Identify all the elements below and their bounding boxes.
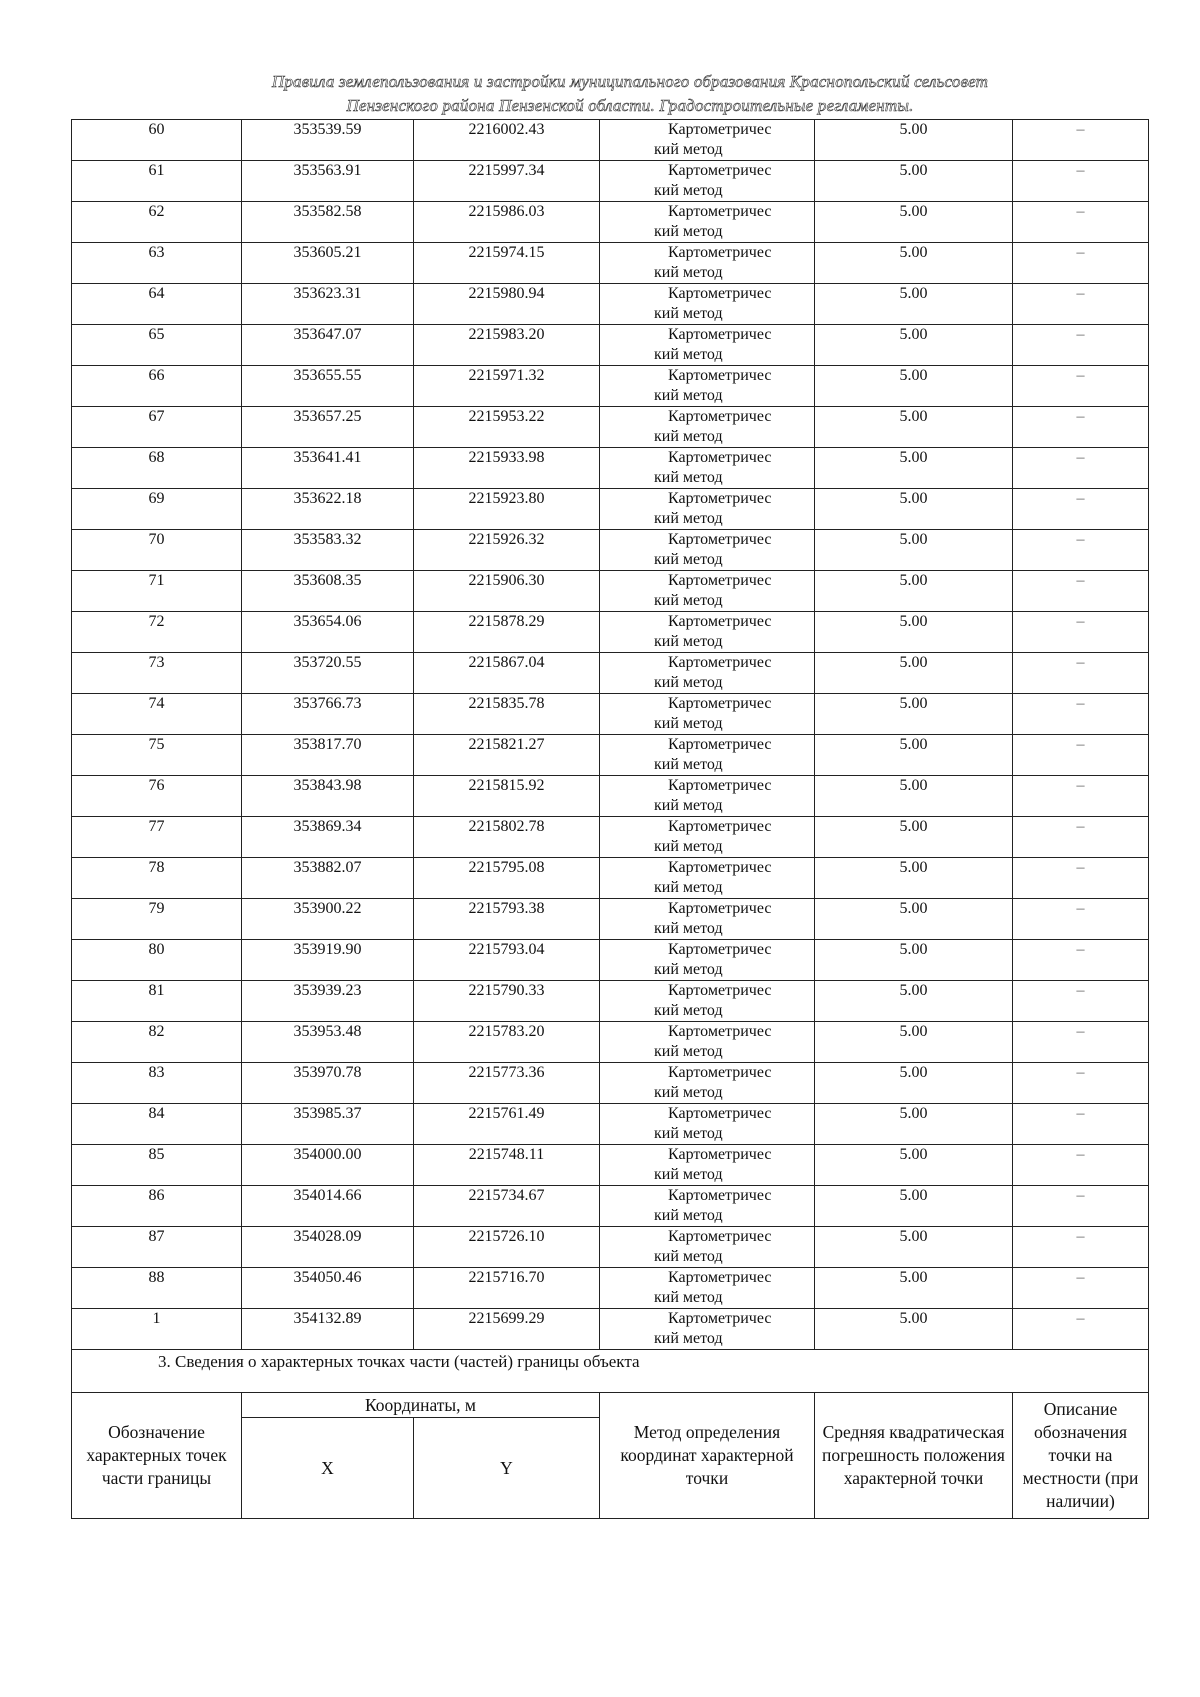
method-line-1: Картометричес: [668, 736, 772, 753]
point-number: 79: [72, 899, 242, 940]
method-line-2: кий метод: [654, 1207, 723, 1224]
error-value: 5.00: [815, 1186, 1013, 1227]
coord-y: 2215971.32: [414, 366, 600, 407]
method-line-2: кий метод: [654, 1248, 723, 1265]
coord-x: 353605.21: [242, 243, 414, 284]
coord-y: 2215923.80: [414, 489, 600, 530]
point-number: 66: [72, 366, 242, 407]
description: –: [1013, 981, 1149, 1022]
table-row: [72, 407, 1149, 448]
coordinates-table: [71, 119, 1149, 1519]
table-row: [72, 325, 1149, 366]
point-number: 72: [72, 612, 242, 653]
method: [600, 612, 815, 653]
description: –: [1013, 1309, 1149, 1350]
method-line-2: кий метод: [654, 510, 723, 527]
method-line-1: Картометричес: [668, 203, 772, 220]
coord-y: 2215761.49: [414, 1104, 600, 1145]
method-line-1: Картометричес: [668, 408, 772, 425]
method-line-1: Картометричес: [668, 654, 772, 671]
coord-x: 353583.32: [242, 530, 414, 571]
method-line-2: кий метод: [654, 1289, 723, 1306]
coord-x: 353919.90: [242, 940, 414, 981]
method: [600, 1268, 815, 1309]
table-row: [72, 940, 1149, 981]
coord-x: 353970.78: [242, 1063, 414, 1104]
error-value: 5.00: [815, 1309, 1013, 1350]
point-number: 80: [72, 940, 242, 981]
table-row: [72, 899, 1149, 940]
method-line-1: Картометричес: [668, 367, 772, 384]
method-line-2: кий метод: [654, 1330, 723, 1347]
method: [600, 858, 815, 899]
header-line-1: Правила землепользования и застройки муниципального образования Краснопольский сельсовет: [271, 72, 989, 91]
description: –: [1013, 858, 1149, 899]
method: [600, 448, 815, 489]
error-value: 5.00: [815, 776, 1013, 817]
coord-y: 2215906.30: [414, 571, 600, 612]
coord-y: 2215821.27: [414, 735, 600, 776]
table-row: [72, 202, 1149, 243]
description: –: [1013, 1104, 1149, 1145]
method-line-2: кий метод: [654, 346, 723, 363]
method: [600, 940, 815, 981]
coord-y: 2215726.10: [414, 1227, 600, 1268]
coord-x: 353582.58: [242, 202, 414, 243]
description: –: [1013, 243, 1149, 284]
description: –: [1013, 1145, 1149, 1186]
error-value: 5.00: [815, 694, 1013, 735]
method: [600, 325, 815, 366]
point-number: 86: [72, 1186, 242, 1227]
point-number: 62: [72, 202, 242, 243]
header-designation: Обозначение характерных точек части границы: [72, 1393, 242, 1519]
table-row: [72, 448, 1149, 489]
coord-x: 353608.35: [242, 571, 414, 612]
coord-y: 2215974.15: [414, 243, 600, 284]
method-line-2: кий метод: [654, 756, 723, 773]
table-row: [72, 776, 1149, 817]
header-y: Y: [414, 1418, 600, 1519]
method: [600, 489, 815, 530]
method-line-2: кий метод: [654, 387, 723, 404]
section-3-row: [72, 1350, 1149, 1393]
point-number: 60: [72, 120, 242, 161]
method-line-1: Картометричес: [668, 326, 772, 343]
method: [600, 1145, 815, 1186]
method-line-2: кий метод: [654, 797, 723, 814]
coord-x: 353985.37: [242, 1104, 414, 1145]
method-line-1: Картометричес: [668, 1146, 772, 1163]
coord-x: 353766.73: [242, 694, 414, 735]
point-number: 65: [72, 325, 242, 366]
header-error: Средняя квадратическая погрешность положения характерной точки: [815, 1393, 1013, 1519]
header-description: Описание обозначения точки на местности (при наличии): [1013, 1393, 1149, 1519]
method: [600, 202, 815, 243]
method-line-2: кий метод: [654, 305, 723, 322]
coord-y: 2215699.29: [414, 1309, 600, 1350]
coord-y: 2215878.29: [414, 612, 600, 653]
point-number: 71: [72, 571, 242, 612]
error-value: 5.00: [815, 612, 1013, 653]
point-number: 87: [72, 1227, 242, 1268]
coord-y: 2215748.11: [414, 1145, 600, 1186]
table-row: [72, 530, 1149, 571]
error-value: 5.00: [815, 120, 1013, 161]
method-line-2: кий метод: [654, 674, 723, 691]
table-row: [72, 1145, 1149, 1186]
table-row: [72, 366, 1149, 407]
coord-x: 353900.22: [242, 899, 414, 940]
method-line-1: Картометричес: [668, 1310, 772, 1327]
method-line-2: кий метод: [654, 1043, 723, 1060]
coord-y: 2215933.98: [414, 448, 600, 489]
error-value: 5.00: [815, 366, 1013, 407]
description: –: [1013, 735, 1149, 776]
coord-x: 353939.23: [242, 981, 414, 1022]
method-line-2: кий метод: [654, 715, 723, 732]
table-row: [72, 817, 1149, 858]
method-line-2: кий метод: [654, 182, 723, 199]
description: –: [1013, 694, 1149, 735]
method: [600, 1063, 815, 1104]
coord-x: 353657.25: [242, 407, 414, 448]
method: [600, 243, 815, 284]
method-line-2: кий метод: [654, 264, 723, 281]
header-coordinates: Координаты, м: [242, 1393, 600, 1418]
table-row: [72, 1063, 1149, 1104]
method: [600, 1186, 815, 1227]
coord-x: 354132.89: [242, 1309, 414, 1350]
table-row: [72, 161, 1149, 202]
coord-x: 353817.70: [242, 735, 414, 776]
description: –: [1013, 1268, 1149, 1309]
point-number: 68: [72, 448, 242, 489]
coord-x: 354014.66: [242, 1186, 414, 1227]
coord-y: 2215835.78: [414, 694, 600, 735]
coord-y: 2215783.20: [414, 1022, 600, 1063]
description: –: [1013, 899, 1149, 940]
header-method: Метод определения координат характерной точки: [600, 1393, 815, 1519]
method-line-2: кий метод: [654, 1002, 723, 1019]
coord-x: 353720.55: [242, 653, 414, 694]
description: –: [1013, 940, 1149, 981]
coord-y: 2215986.03: [414, 202, 600, 243]
error-value: 5.00: [815, 161, 1013, 202]
description: –: [1013, 571, 1149, 612]
description: –: [1013, 407, 1149, 448]
method: [600, 571, 815, 612]
method: [600, 817, 815, 858]
method-line-1: Картометричес: [668, 900, 772, 917]
method: [600, 366, 815, 407]
table-row: [72, 571, 1149, 612]
coord-y: 2215734.67: [414, 1186, 600, 1227]
coord-y: 2215953.22: [414, 407, 600, 448]
point-number: 74: [72, 694, 242, 735]
point-number: 73: [72, 653, 242, 694]
method-line-1: Картометричес: [668, 531, 772, 548]
method: [600, 530, 815, 571]
error-value: 5.00: [815, 1022, 1013, 1063]
coord-x: 353654.06: [242, 612, 414, 653]
error-value: 5.00: [815, 653, 1013, 694]
coord-y: 2215802.78: [414, 817, 600, 858]
table-row: [72, 653, 1149, 694]
coord-y: 2215716.70: [414, 1268, 600, 1309]
error-value: 5.00: [815, 1145, 1013, 1186]
point-number: 63: [72, 243, 242, 284]
point-number: 1: [72, 1309, 242, 1350]
point-number: 78: [72, 858, 242, 899]
method-line-1: Картометричес: [668, 244, 772, 261]
method-line-1: Картометричес: [668, 777, 772, 794]
error-value: 5.00: [815, 284, 1013, 325]
method: [600, 284, 815, 325]
coordinates-table-body: [72, 120, 1149, 1519]
table-row: [72, 1309, 1149, 1350]
error-value: 5.00: [815, 243, 1013, 284]
coord-x: 354000.00: [242, 1145, 414, 1186]
error-value: 5.00: [815, 1063, 1013, 1104]
method: [600, 735, 815, 776]
method-line-1: Картометричес: [668, 1023, 772, 1040]
coord-y: 2215793.38: [414, 899, 600, 940]
coord-y: 2216002.43: [414, 120, 600, 161]
error-value: 5.00: [815, 735, 1013, 776]
method: [600, 120, 815, 161]
method-line-2: кий метод: [654, 633, 723, 650]
description: –: [1013, 489, 1149, 530]
point-number: 83: [72, 1063, 242, 1104]
point-number: 67: [72, 407, 242, 448]
method-line-2: кий метод: [654, 838, 723, 855]
coord-x: 354050.46: [242, 1268, 414, 1309]
error-value: 5.00: [815, 571, 1013, 612]
method-line-2: кий метод: [654, 592, 723, 609]
description: –: [1013, 448, 1149, 489]
method-line-1: Картометричес: [668, 572, 772, 589]
table-row: [72, 694, 1149, 735]
coord-x: 353539.59: [242, 120, 414, 161]
table-row: [72, 858, 1149, 899]
method-line-1: Картометричес: [668, 695, 772, 712]
coord-x: 353953.48: [242, 1022, 414, 1063]
description: –: [1013, 776, 1149, 817]
method-line-1: Картометричес: [668, 449, 772, 466]
error-value: 5.00: [815, 1268, 1013, 1309]
method-line-2: кий метод: [654, 879, 723, 896]
table-row: [72, 489, 1149, 530]
description: –: [1013, 284, 1149, 325]
coord-y: 2215997.34: [414, 161, 600, 202]
method-line-1: Картометричес: [668, 859, 772, 876]
method: [600, 694, 815, 735]
description: –: [1013, 530, 1149, 571]
point-number: 77: [72, 817, 242, 858]
coord-x: 353647.07: [242, 325, 414, 366]
method: [600, 1309, 815, 1350]
table-row: [72, 981, 1149, 1022]
method-line-1: Картометричес: [668, 490, 772, 507]
method-line-1: Картометричес: [668, 1105, 772, 1122]
coord-x: 353563.91: [242, 161, 414, 202]
description: –: [1013, 325, 1149, 366]
method-line-1: Картометричес: [668, 941, 772, 958]
method-line-2: кий метод: [654, 961, 723, 978]
header-x: X: [242, 1418, 414, 1519]
coord-y: 2215793.04: [414, 940, 600, 981]
table-row: [72, 1022, 1149, 1063]
description: –: [1013, 120, 1149, 161]
method: [600, 776, 815, 817]
coord-y: 2215926.32: [414, 530, 600, 571]
point-number: 76: [72, 776, 242, 817]
method: [600, 1022, 815, 1063]
point-number: 84: [72, 1104, 242, 1145]
error-value: 5.00: [815, 202, 1013, 243]
method-line-2: кий метод: [654, 551, 723, 568]
error-value: 5.00: [815, 325, 1013, 366]
error-value: 5.00: [815, 940, 1013, 981]
error-value: 5.00: [815, 817, 1013, 858]
point-number: 61: [72, 161, 242, 202]
section-3-header-row-1: [72, 1393, 1149, 1418]
error-value: 5.00: [815, 530, 1013, 571]
description: –: [1013, 161, 1149, 202]
coord-x: 353622.18: [242, 489, 414, 530]
method: [600, 899, 815, 940]
method-line-1: Картометричес: [668, 1269, 772, 1286]
coord-y: 2215790.33: [414, 981, 600, 1022]
table-row: [72, 1186, 1149, 1227]
coord-x: 354028.09: [242, 1227, 414, 1268]
table-row: [72, 735, 1149, 776]
table-row: [72, 1268, 1149, 1309]
method-line-1: Картометричес: [668, 1228, 772, 1245]
description: –: [1013, 1022, 1149, 1063]
point-number: 75: [72, 735, 242, 776]
method-line-1: Картометричес: [668, 1064, 772, 1081]
coord-x: 353882.07: [242, 858, 414, 899]
point-number: 85: [72, 1145, 242, 1186]
point-number: 64: [72, 284, 242, 325]
method-line-1: Картометричес: [668, 285, 772, 302]
coord-x: 353641.41: [242, 448, 414, 489]
coord-y: 2215980.94: [414, 284, 600, 325]
method: [600, 161, 815, 202]
error-value: 5.00: [815, 899, 1013, 940]
description: –: [1013, 1186, 1149, 1227]
coord-x: 353623.31: [242, 284, 414, 325]
method-line-2: кий метод: [654, 141, 723, 158]
method-line-2: кий метод: [654, 428, 723, 445]
method: [600, 1104, 815, 1145]
error-value: 5.00: [815, 1227, 1013, 1268]
coord-x: 353655.55: [242, 366, 414, 407]
point-number: 70: [72, 530, 242, 571]
table-row: [72, 612, 1149, 653]
coord-x: 353869.34: [242, 817, 414, 858]
description: –: [1013, 612, 1149, 653]
method-line-2: кий метод: [654, 920, 723, 937]
header-line-2: Пензенского района Пензенской области. Градостроительные регламенты.: [346, 96, 914, 115]
table-row: [72, 284, 1149, 325]
table-row: [72, 120, 1149, 161]
description: –: [1013, 1227, 1149, 1268]
method-line-2: кий метод: [654, 1166, 723, 1183]
description: –: [1013, 817, 1149, 858]
page-header: [200, 70, 1060, 118]
method: [600, 1227, 815, 1268]
error-value: 5.00: [815, 858, 1013, 899]
point-number: 81: [72, 981, 242, 1022]
coord-y: 2215983.20: [414, 325, 600, 366]
error-value: 5.00: [815, 407, 1013, 448]
coord-y: 2215867.04: [414, 653, 600, 694]
table-row: [72, 1227, 1149, 1268]
method-line-2: кий метод: [654, 1125, 723, 1142]
table-row: [72, 1104, 1149, 1145]
coord-y: 2215815.92: [414, 776, 600, 817]
method: [600, 981, 815, 1022]
method-line-1: Картометричес: [668, 982, 772, 999]
error-value: 5.00: [815, 1104, 1013, 1145]
section-3-title: 3. Сведения о характерных точках части (частей) границы объекта: [72, 1350, 1149, 1393]
method-line-2: кий метод: [654, 469, 723, 486]
description: –: [1013, 1063, 1149, 1104]
method-line-1: Картометричес: [668, 121, 772, 138]
table-row: [72, 243, 1149, 284]
description: –: [1013, 202, 1149, 243]
point-number: 69: [72, 489, 242, 530]
method: [600, 653, 815, 694]
method-line-1: Картометричес: [668, 818, 772, 835]
method-line-1: Картометричес: [668, 162, 772, 179]
method-line-2: кий метод: [654, 1084, 723, 1101]
point-number: 88: [72, 1268, 242, 1309]
point-number: 82: [72, 1022, 242, 1063]
description: –: [1013, 653, 1149, 694]
error-value: 5.00: [815, 981, 1013, 1022]
method-line-1: Картометричес: [668, 1187, 772, 1204]
description: –: [1013, 366, 1149, 407]
method: [600, 407, 815, 448]
method-line-1: Картометричес: [668, 613, 772, 630]
coord-y: 2215773.36: [414, 1063, 600, 1104]
error-value: 5.00: [815, 489, 1013, 530]
error-value: 5.00: [815, 448, 1013, 489]
coord-y: 2215795.08: [414, 858, 600, 899]
method-line-2: кий метод: [654, 223, 723, 240]
coord-x: 353843.98: [242, 776, 414, 817]
